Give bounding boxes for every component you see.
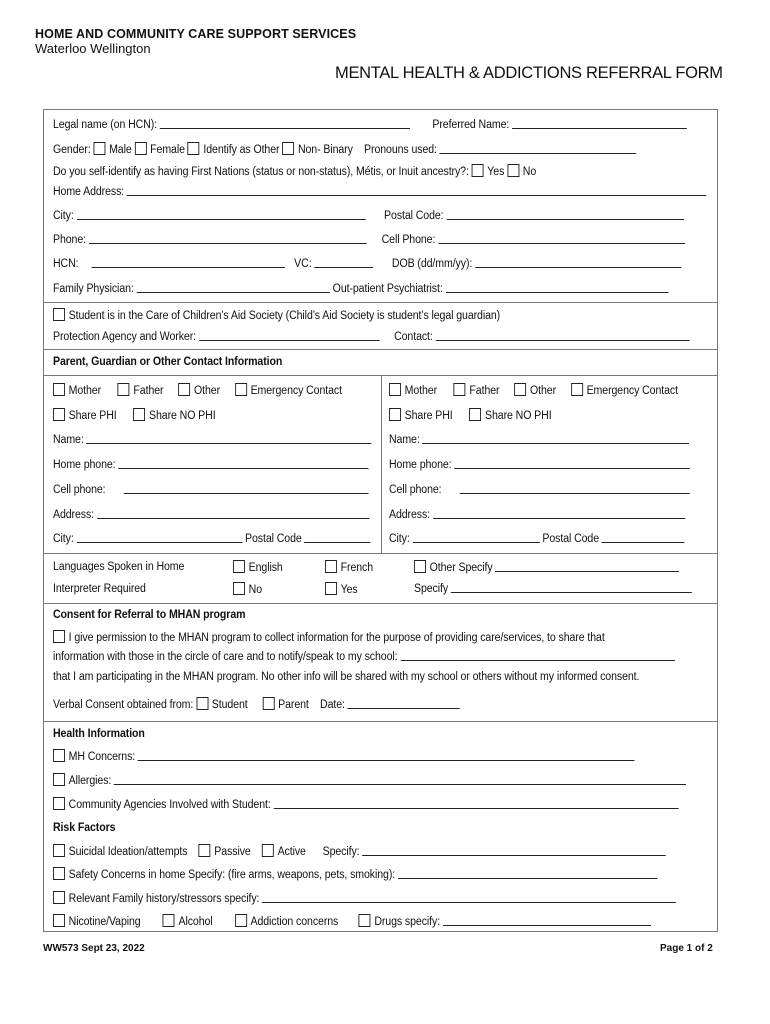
verbal-consent-label: Verbal Consent obtained from: xyxy=(53,699,194,711)
other-language-option xyxy=(414,560,679,575)
allergies-field[interactable] xyxy=(114,774,686,785)
guardian-1-city-label: City: xyxy=(53,533,74,545)
form-code: WW573 Sept 23, 2022 xyxy=(43,943,145,954)
column-divider xyxy=(381,375,382,553)
cas-statement: Student is in the Care of Children’s Aid Society (Child’s Aid Society is student’s legal guardian) xyxy=(68,310,501,322)
guardian-2-father-label: Father xyxy=(469,385,500,397)
hcn-field[interactable] xyxy=(92,257,285,268)
interpreter-label: Interpreter Required xyxy=(53,583,146,595)
home-address-label: Home Address: xyxy=(53,186,125,198)
french-label: French xyxy=(340,562,374,574)
english-checkbox[interactable] xyxy=(233,560,245,573)
guardian-section-title: Parent, Guardian or Other Contact Information xyxy=(53,356,283,368)
interpreter-yes-label: Yes xyxy=(340,584,358,596)
guardian-2-cell-phone-field[interactable] xyxy=(460,483,690,494)
guardian-1-home-phone-row xyxy=(53,458,369,472)
passive-checkbox[interactable] xyxy=(199,844,211,857)
mh-concerns-label: MH Concerns: xyxy=(68,751,136,763)
guardian-1-share-no-phi-label: Share NO PHI xyxy=(149,410,216,422)
female-label: Female xyxy=(150,144,185,156)
organization-name: HOME AND COMMUNITY CARE SUPPORT SERVICES xyxy=(35,27,357,41)
guardian-2-cell-phone-label: Cell phone: xyxy=(389,484,442,496)
legal-name-row xyxy=(53,118,687,132)
guardian-2-name-label: Name: xyxy=(389,434,420,446)
verbal-student-checkbox[interactable] xyxy=(196,697,208,710)
guardian-2-home-phone-row xyxy=(389,458,690,472)
active-label: Active xyxy=(277,846,306,858)
hcn-row xyxy=(53,257,681,271)
guardian-1-name-row xyxy=(53,433,372,447)
interpreter-no-checkbox[interactable] xyxy=(233,582,245,595)
ancestry-no-label: No xyxy=(522,166,537,178)
contact-field[interactable] xyxy=(436,330,690,341)
contact-label: Contact: xyxy=(394,331,433,343)
guardian-2-cell-phone-row xyxy=(389,483,690,497)
other-language-field[interactable] xyxy=(495,561,679,572)
verbal-consent-row xyxy=(53,697,460,712)
non-binary-label: Non- Binary xyxy=(297,144,353,156)
guardian-1-name-label: Name: xyxy=(53,434,84,446)
guardian-2-emergency-label: Emergency Contact xyxy=(586,385,678,397)
family-history-label: Relevant Family history/stressors specify: xyxy=(68,893,260,905)
guardian-1-home-phone-label: Home phone: xyxy=(53,459,116,471)
family-physician-label: Family Physician: xyxy=(53,283,134,295)
mh-concerns-field[interactable] xyxy=(138,750,635,761)
safety-field[interactable] xyxy=(398,868,657,879)
cell-phone-label: Cell Phone: xyxy=(381,234,436,246)
guardian-1-mother-checkbox[interactable] xyxy=(53,383,65,396)
guardian-2-other-label: Other xyxy=(530,385,557,397)
consent-text-2: information with those in the circle of care and to notify/speak to my school: xyxy=(53,651,398,663)
section-divider xyxy=(43,349,718,350)
vc-label: VC: xyxy=(294,258,312,270)
guardian-2-address-field[interactable] xyxy=(433,508,685,519)
city-label: City: xyxy=(53,210,74,222)
french-checkbox[interactable] xyxy=(325,560,337,573)
guardian-2-city-field[interactable] xyxy=(413,532,540,543)
section-divider xyxy=(43,721,718,722)
guardian-1-relationship-row xyxy=(53,383,342,398)
suicidal-checkbox[interactable] xyxy=(53,844,65,857)
consent-line-2 xyxy=(53,650,675,664)
legal-name-label: Legal name (on HCN): xyxy=(53,119,158,131)
family-history-field[interactable] xyxy=(262,892,676,903)
guardian-2-other-checkbox[interactable] xyxy=(514,383,526,396)
guardian-2-city-label: City: xyxy=(389,533,410,545)
gender-label: Gender: xyxy=(53,144,91,156)
guardian-1-other-label: Other xyxy=(194,385,221,397)
safety-label: Safety Concerns in home Specify: (fire arms, weapons, pets, smoking): xyxy=(68,869,396,881)
languages-label: Languages Spoken in Home xyxy=(53,561,185,573)
guardian-2-emergency-checkbox[interactable] xyxy=(571,383,583,396)
form-title: MENTAL HEALTH & ADDICTIONS REFERRAL FORM xyxy=(335,64,723,82)
legal-name-field[interactable] xyxy=(160,118,410,129)
guardian-1-cell-phone-field[interactable] xyxy=(124,483,369,494)
ancestry-row xyxy=(53,164,536,179)
suicidal-row xyxy=(53,844,666,859)
guardian-2-share-phi-label: Share PHI xyxy=(404,410,453,422)
gender-row xyxy=(53,142,637,157)
interpreter-yes-checkbox[interactable] xyxy=(325,582,337,595)
guardian-2-share-phi-checkbox[interactable] xyxy=(389,408,401,421)
guardian-2-home-phone-field[interactable] xyxy=(454,458,690,469)
alcohol-checkbox[interactable] xyxy=(163,914,175,927)
pronouns-field[interactable] xyxy=(440,143,637,154)
dob-field[interactable] xyxy=(475,257,681,268)
guardian-1-share-phi-label: Share PHI xyxy=(68,410,117,422)
suicidal-label: Suicidal Ideation/attempts xyxy=(68,846,188,858)
english-label: English xyxy=(248,562,283,574)
hcn-label: HCN: xyxy=(53,258,79,270)
guardian-1-father-label: Father xyxy=(133,385,164,397)
ancestry-no-checkbox[interactable] xyxy=(507,164,519,177)
safety-row xyxy=(53,867,657,882)
verbal-date-label: Date: xyxy=(320,699,345,711)
allergies-label: Allergies: xyxy=(68,775,112,787)
guardian-2-father-checkbox[interactable] xyxy=(454,383,466,396)
vc-field[interactable] xyxy=(314,257,373,268)
consent-checkbox[interactable] xyxy=(53,630,65,643)
home-address-row xyxy=(53,185,707,199)
guardian-2-home-phone-label: Home phone: xyxy=(389,459,452,471)
agencies-row xyxy=(53,797,678,812)
home-address-field[interactable] xyxy=(127,185,707,196)
cell-phone-field[interactable] xyxy=(438,233,685,244)
section-divider xyxy=(43,302,718,303)
consent-section-title: Consent for Referral to MHAN program xyxy=(53,609,246,621)
guardian-1-father-checkbox[interactable] xyxy=(118,383,130,396)
addiction-label: Addiction concerns xyxy=(250,916,339,928)
nicotine-label: Nicotine/Vaping xyxy=(68,916,141,928)
verbal-date-field[interactable] xyxy=(348,698,460,709)
ancestry-yes-label: Yes xyxy=(487,166,505,178)
guardian-1-city-row xyxy=(53,532,371,546)
guardian-2-address-label: Address: xyxy=(389,509,431,521)
cas-row xyxy=(53,308,500,323)
guardian-1-phi-row xyxy=(53,408,216,423)
dob-label: DOB (dd/mm/yy): xyxy=(391,258,473,270)
organization-region: Waterloo Wellington xyxy=(35,41,151,56)
guardian-2-mother-label: Mother xyxy=(404,385,438,397)
school-field[interactable] xyxy=(400,650,674,661)
guardian-1-emergency-checkbox[interactable] xyxy=(235,383,247,396)
postal-code-label: Postal Code: xyxy=(384,210,444,222)
pronouns-label: Pronouns used: xyxy=(364,144,437,156)
interpreter-specify-field[interactable] xyxy=(451,582,692,593)
mh-concerns-row xyxy=(53,749,635,764)
suicidal-specify-field[interactable] xyxy=(362,845,666,856)
guardian-1-name-field[interactable] xyxy=(87,433,372,444)
city-field[interactable] xyxy=(77,209,366,220)
guardian-1-city-field[interactable] xyxy=(77,532,243,543)
protection-agency-label: Protection Agency and Worker: xyxy=(53,331,196,343)
guardian-1-postal-code-label: Postal Code xyxy=(245,533,302,545)
allergies-row xyxy=(53,773,686,788)
phone-label: Phone: xyxy=(53,234,86,246)
guardian-2-share-no-phi-label: Share NO PHI xyxy=(485,410,552,422)
risk-factors-title: Risk Factors xyxy=(53,822,116,834)
section-divider xyxy=(43,603,718,604)
interpreter-no-label: No xyxy=(248,584,262,596)
verbal-parent-checkbox[interactable] xyxy=(263,697,275,710)
psychiatrist-label: Out-patient Psychiatrist: xyxy=(332,283,443,295)
ancestry-yes-checkbox[interactable] xyxy=(472,164,484,177)
addiction-checkbox[interactable] xyxy=(235,914,247,927)
guardian-1-address-row xyxy=(53,508,369,522)
protection-agency-row xyxy=(53,330,690,344)
phone-field[interactable] xyxy=(89,233,367,244)
agencies-checkbox[interactable] xyxy=(53,797,65,810)
guardian-2-postal-code-field[interactable] xyxy=(602,532,685,543)
guardian-1-home-phone-field[interactable] xyxy=(118,458,368,469)
physician-row xyxy=(53,282,668,296)
consent-text-3: that I am participating in the MHAN program. No other info will be shared with my school or others without my informed consent. xyxy=(53,671,640,683)
suicidal-specify-label: Specify: xyxy=(322,846,360,858)
identify-other-label: Identify as Other xyxy=(203,144,280,156)
guardian-2-name-row xyxy=(389,433,689,447)
cas-checkbox[interactable] xyxy=(53,308,65,321)
french-option xyxy=(325,560,373,575)
guardian-1-emergency-label: Emergency Contact xyxy=(250,385,342,397)
guardian-2-postal-code-label: Postal Code xyxy=(542,533,600,545)
verbal-student-label: Student xyxy=(211,699,248,711)
non-binary-checkbox[interactable] xyxy=(282,142,294,155)
ancestry-question: Do you self-identify as having First Nations (status or non-status), Métis, or Inuit ancestry?: xyxy=(53,166,469,178)
interpreter-yes-option xyxy=(325,582,358,597)
family-history-checkbox[interactable] xyxy=(53,891,65,904)
english-option xyxy=(233,560,283,575)
guardian-2-phi-row xyxy=(389,408,552,423)
male-label: Male xyxy=(109,144,132,156)
drugs-checkbox[interactable] xyxy=(359,914,371,927)
guardian-2-share-no-phi-checkbox[interactable] xyxy=(469,408,481,421)
psychiatrist-field[interactable] xyxy=(446,282,669,293)
consent-text-1: I give permission to the MHAN program to collect information for the purpose of providing care/services, to share that xyxy=(68,632,605,644)
alcohol-label: Alcohol xyxy=(178,916,213,928)
active-checkbox[interactable] xyxy=(262,844,274,857)
female-checkbox[interactable] xyxy=(135,142,147,155)
guardian-1-address-label: Address: xyxy=(53,509,95,521)
mh-concerns-checkbox[interactable] xyxy=(53,749,65,762)
preferred-name-label: Preferred Name: xyxy=(432,119,510,131)
verbal-parent-label: Parent xyxy=(278,699,309,711)
other-language-label: Other Specify xyxy=(429,562,493,574)
safety-checkbox[interactable] xyxy=(53,867,65,880)
guardian-1-mother-label: Mother xyxy=(68,385,102,397)
postal-code-field[interactable] xyxy=(446,209,683,220)
interpreter-specify-row xyxy=(414,582,692,596)
preferred-name-field[interactable] xyxy=(512,118,687,129)
family-history-row xyxy=(53,891,676,906)
guardian-2-relationship-row xyxy=(389,383,678,398)
agencies-label: Community Agencies Involved with Student: xyxy=(68,799,271,811)
identify-other-checkbox[interactable] xyxy=(188,142,200,155)
guardian-1-cell-phone-label: Cell phone: xyxy=(53,484,106,496)
passive-label: Passive xyxy=(214,846,251,858)
nicotine-checkbox[interactable] xyxy=(53,914,65,927)
guardian-1-other-checkbox[interactable] xyxy=(178,383,190,396)
protection-agency-field[interactable] xyxy=(199,330,379,341)
section-divider xyxy=(43,553,718,554)
page-number: Page 1 of 2 xyxy=(660,943,713,954)
agencies-field[interactable] xyxy=(274,798,679,809)
guardian-2-mother-checkbox[interactable] xyxy=(389,383,401,396)
interpreter-specify-label: Specify xyxy=(414,583,449,595)
guardian-1-cell-phone-row xyxy=(53,483,369,497)
phone-row xyxy=(53,233,685,247)
guardian-2-name-field[interactable] xyxy=(423,433,690,444)
other-language-checkbox[interactable] xyxy=(414,560,426,573)
guardian-2-city-row xyxy=(389,532,685,546)
city-row xyxy=(53,209,684,223)
guardian-1-share-phi-checkbox[interactable] xyxy=(53,408,65,421)
guardian-1-postal-code-field[interactable] xyxy=(305,532,371,543)
male-checkbox[interactable] xyxy=(93,142,105,155)
interpreter-no-option xyxy=(233,582,262,597)
allergies-checkbox[interactable] xyxy=(53,773,65,786)
drugs-label: Drugs specify: xyxy=(374,916,441,928)
consent-line-1 xyxy=(53,630,605,645)
guardian-2-address-row xyxy=(389,508,685,522)
substances-row xyxy=(53,914,651,929)
drugs-field[interactable] xyxy=(443,915,651,926)
guardian-1-address-field[interactable] xyxy=(97,508,369,519)
health-section-title: Health Information xyxy=(53,728,145,740)
guardian-1-share-no-phi-checkbox[interactable] xyxy=(133,408,145,421)
family-physician-field[interactable] xyxy=(137,282,330,293)
